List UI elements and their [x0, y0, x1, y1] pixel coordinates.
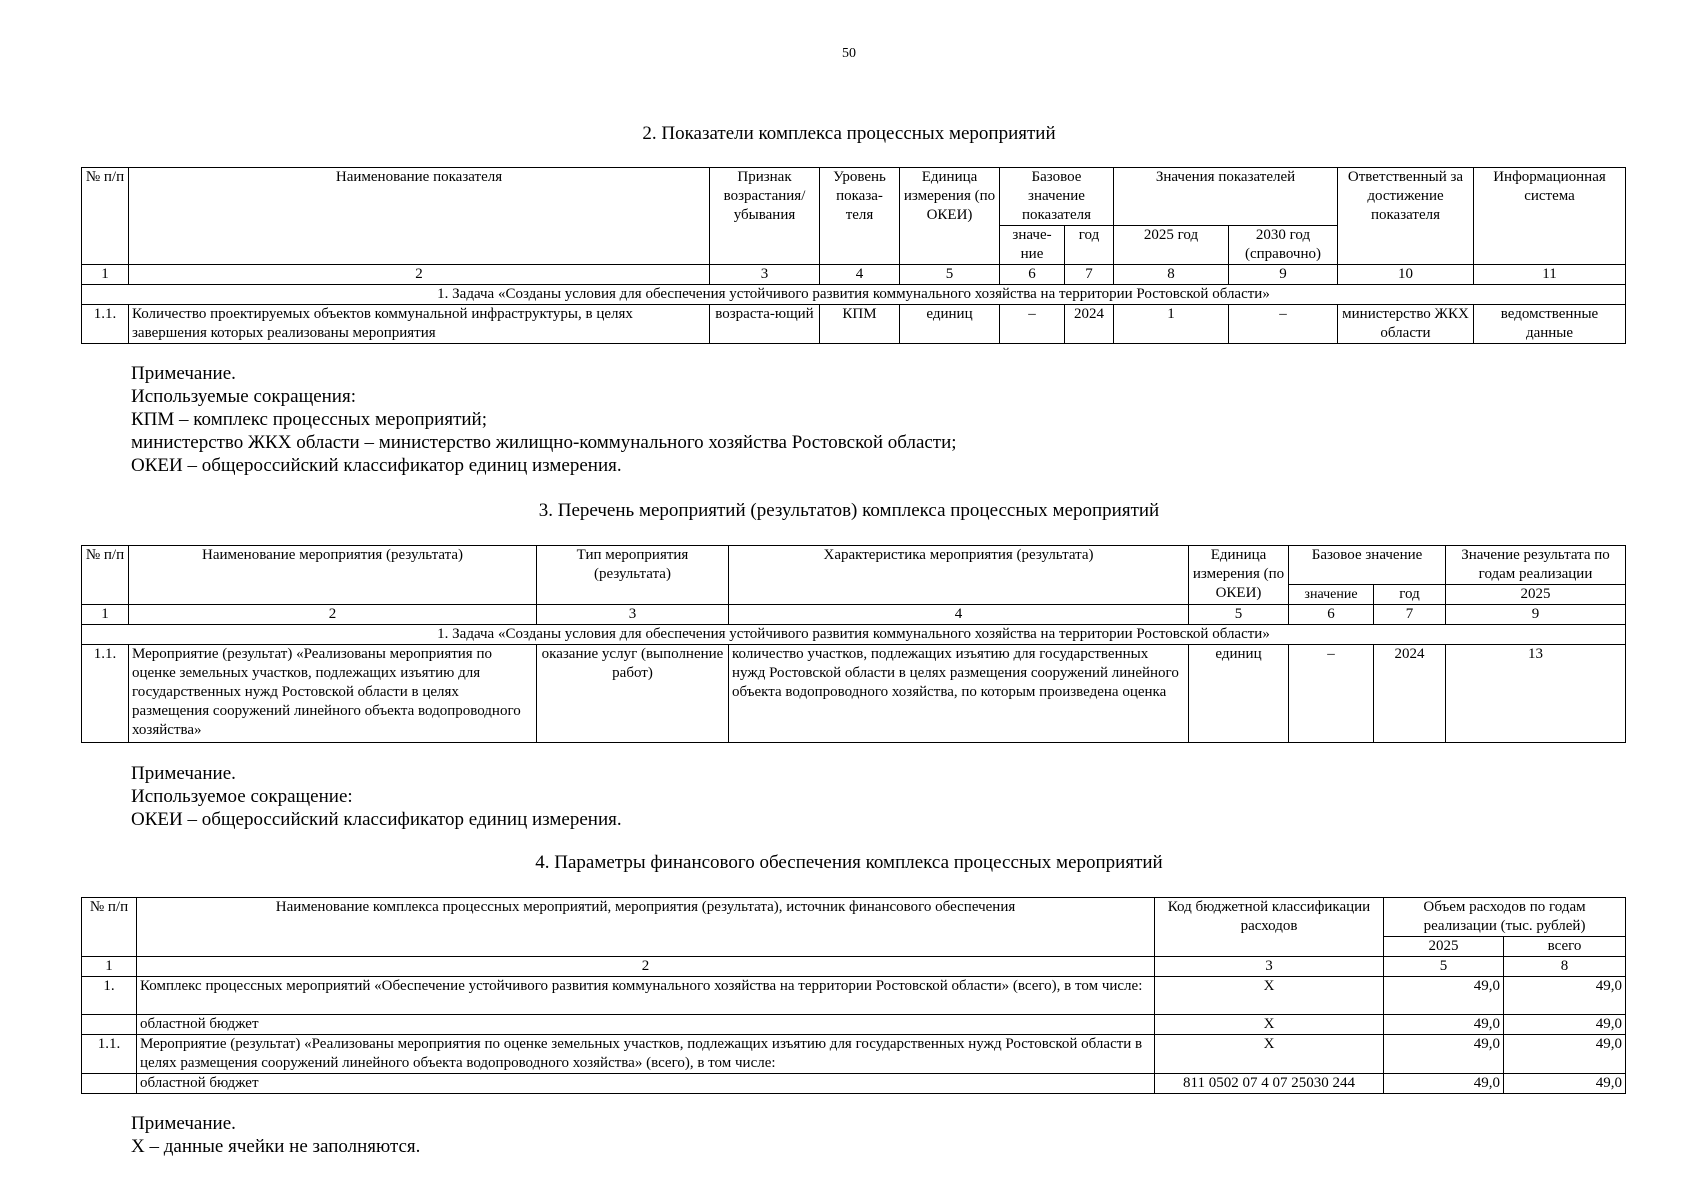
- header-values: Значения показателей: [1114, 168, 1338, 226]
- note-line: КПМ – комплекс процессных мероприятий;: [131, 409, 487, 430]
- note-line: X – данные ячейки не заполняются.: [131, 1136, 421, 1157]
- finance-name: Комплекс процессных мероприятий «Обеспечение устойчивого развития коммунального хозяйства на территории Ростовской области» (всего), в том числе:: [137, 977, 1155, 1015]
- task-row: 1. Задача «Созданы условия для обеспечения устойчивого развития коммунального хозяйства на территории Ростовской области»: [82, 285, 1626, 305]
- col-number: 1: [82, 957, 137, 977]
- table-row: [82, 645, 1626, 743]
- header-base-year: год: [1374, 585, 1446, 605]
- note-line: Используемые сокращения:: [131, 386, 356, 407]
- finance-table: [81, 897, 1626, 1094]
- col-number: 2: [137, 957, 1155, 977]
- note-line: Примечание.: [131, 363, 236, 384]
- header-num: № п/п: [82, 898, 137, 957]
- indicator-base-value: –: [1000, 305, 1065, 344]
- header-base-value: значе-ние: [1000, 226, 1065, 265]
- header-finance-name: Наименование комплекса процессных мероприятий, мероприятия (результата), источник финансового обеспечения: [137, 898, 1155, 957]
- note-line: Примечание.: [131, 1113, 236, 1134]
- col-number: 4: [729, 605, 1189, 625]
- col-number: 6: [1289, 605, 1374, 625]
- indicator-responsible: министерство ЖКХ области: [1338, 305, 1474, 344]
- budget-code: X: [1155, 1015, 1384, 1035]
- col-number: 5: [1384, 957, 1504, 977]
- measure-2025: 13: [1446, 645, 1626, 743]
- header-base-value: значение: [1289, 585, 1374, 605]
- measure-characteristic: количество участков, подлежащих изъятию для государственных нужд Ростовской области в целях размещения сооружений линейного объекта водопроводного хозяйства, по которым произведена оценка: [729, 645, 1189, 743]
- finance-name: областной бюджет: [137, 1074, 1155, 1094]
- col-number: 5: [900, 265, 1000, 285]
- header-2025: 2025: [1384, 937, 1504, 957]
- header-sign: Признак возрастания/ убывания: [710, 168, 820, 265]
- col-number: 3: [710, 265, 820, 285]
- budget-code: X: [1155, 977, 1384, 1015]
- finance-name: областной бюджет: [137, 1015, 1155, 1035]
- amount-total: 49,0: [1504, 1035, 1626, 1074]
- header-unit: Единица измерения (по ОКЕИ): [900, 168, 1000, 265]
- amount-2025: 49,0: [1384, 1074, 1504, 1094]
- note-line: ОКЕИ – общероссийский классификатор единиц измерения.: [131, 809, 622, 830]
- row-num: 1.1.: [82, 645, 129, 743]
- table-row: [82, 305, 1626, 344]
- header-2030: 2030 год (справочно): [1229, 226, 1338, 265]
- section2-title: 2. Показатели комплекса процессных мероприятий: [642, 123, 1056, 144]
- budget-code: X: [1155, 1035, 1384, 1074]
- indicator-system: ведомственные данные: [1474, 305, 1626, 344]
- row-num: [82, 1074, 137, 1094]
- col-number: 1: [82, 605, 129, 625]
- col-number: 2: [129, 265, 710, 285]
- header-volume: Объем расходов по годам реализации (тыс. рублей): [1384, 898, 1626, 937]
- indicator-name: Количество проектируемых объектов коммунальной инфраструктуры, в целях завершения которых реализованы мероприятия: [129, 305, 710, 344]
- col-number: 5: [1189, 605, 1289, 625]
- header-system: Информационная система: [1474, 168, 1626, 265]
- col-number: 7: [1065, 265, 1114, 285]
- section4-notes: [131, 1112, 420, 1158]
- header-base-year: год: [1065, 226, 1114, 265]
- amount-total: 49,0: [1504, 1074, 1626, 1094]
- col-number: 10: [1338, 265, 1474, 285]
- col-number: 8: [1504, 957, 1626, 977]
- amount-2025: 49,0: [1384, 1035, 1504, 1074]
- amount-total: 49,0: [1504, 1015, 1626, 1035]
- row-num: 1.1.: [82, 305, 129, 344]
- header-unit: Единица измерения (по ОКЕИ): [1189, 546, 1289, 605]
- header-2025: 2025: [1446, 585, 1626, 605]
- note-line: Используемое сокращение:: [131, 786, 353, 807]
- header-num: № п/п: [82, 168, 129, 265]
- col-number: 3: [537, 605, 729, 625]
- col-number: 11: [1474, 265, 1626, 285]
- indicator-sign: возраста-ющий: [710, 305, 820, 344]
- header-result: Значение результата по годам реализации: [1446, 546, 1626, 585]
- header-level: Уровень показа-теля: [820, 168, 900, 265]
- amount-2025: 49,0: [1384, 977, 1504, 1015]
- measure-type: оказание услуг (выполнение работ): [537, 645, 729, 743]
- note-line: Примечание.: [131, 763, 236, 784]
- measure-base-value: –: [1289, 645, 1374, 743]
- header-2025: 2025 год: [1114, 226, 1229, 265]
- col-number: 4: [820, 265, 900, 285]
- row-num: 1.: [82, 977, 137, 1015]
- header-num: № п/п: [82, 546, 129, 605]
- table-row: [82, 977, 1626, 1015]
- header-base: Базовое значение показателя: [1000, 168, 1114, 226]
- col-number: 9: [1229, 265, 1338, 285]
- measure-name: Мероприятие (результат) «Реализованы мероприятия по оценке земельных участков, подлежащих изъятию для государственных нужд Ростовской области в целях размещения сооружений линейного объекта водопроводного хозяйства»: [129, 645, 537, 743]
- measure-base-year: 2024: [1374, 645, 1446, 743]
- header-characteristic: Характеристика мероприятия (результата): [729, 546, 1189, 605]
- table-row: [82, 1015, 1626, 1035]
- header-total: всего: [1504, 937, 1626, 957]
- section3-notes: [131, 762, 622, 831]
- table-row: [82, 1035, 1626, 1074]
- col-number: 1: [82, 265, 129, 285]
- col-number: 9: [1446, 605, 1626, 625]
- note-line: ОКЕИ – общероссийский классификатор единиц измерения.: [131, 455, 622, 476]
- amount-2025: 49,0: [1384, 1015, 1504, 1035]
- measure-unit: единиц: [1189, 645, 1289, 743]
- row-num: 1.1.: [82, 1035, 137, 1074]
- indicator-2030: –: [1229, 305, 1338, 344]
- col-number: 3: [1155, 957, 1384, 977]
- row-num: [82, 1015, 137, 1035]
- col-number: 2: [129, 605, 537, 625]
- table-row: [82, 1074, 1626, 1094]
- finance-name: Мероприятие (результат) «Реализованы мероприятия по оценке земельных участков, подлежащих изъятию для государственных нужд Ростовской области в целях размещения сооружений линейного объекта водопроводного хозяйства» (всего), в том числе:: [137, 1035, 1155, 1074]
- col-number: 8: [1114, 265, 1229, 285]
- budget-code: 811 0502 07 4 07 25030 244: [1155, 1074, 1384, 1094]
- note-line: министерство ЖКХ области – министерство жилищно-коммунального хозяйства Ростовской области;: [131, 432, 957, 453]
- header-budget-code: Код бюджетной классификации расходов: [1155, 898, 1384, 957]
- indicator-2025: 1: [1114, 305, 1229, 344]
- measures-table: [81, 545, 1626, 743]
- amount-total: 49,0: [1504, 977, 1626, 1015]
- indicators-table: [81, 167, 1626, 344]
- header-measure-type: Тип мероприятия (результата): [537, 546, 729, 605]
- col-number: 7: [1374, 605, 1446, 625]
- header-responsible: Ответственный за достижение показателя: [1338, 168, 1474, 265]
- header-measure-name: Наименование мероприятия (результата): [129, 546, 537, 605]
- indicator-base-year: 2024: [1065, 305, 1114, 344]
- section2-notes: [131, 362, 957, 477]
- page-number: 50: [842, 46, 856, 61]
- indicator-level: КПМ: [820, 305, 900, 344]
- col-number: 6: [1000, 265, 1065, 285]
- section3-title: 3. Перечень мероприятий (результатов) комплекса процессных мероприятий: [538, 500, 1160, 521]
- header-indicator-name: Наименование показателя: [129, 168, 710, 265]
- header-base: Базовое значение: [1289, 546, 1446, 585]
- indicator-unit: единиц: [900, 305, 1000, 344]
- task-row: 1. Задача «Созданы условия для обеспечения устойчивого развития коммунального хозяйства на территории Ростовской области»: [82, 625, 1626, 645]
- section4-title: 4. Параметры финансового обеспечения комплекса процессных мероприятий: [535, 852, 1163, 873]
